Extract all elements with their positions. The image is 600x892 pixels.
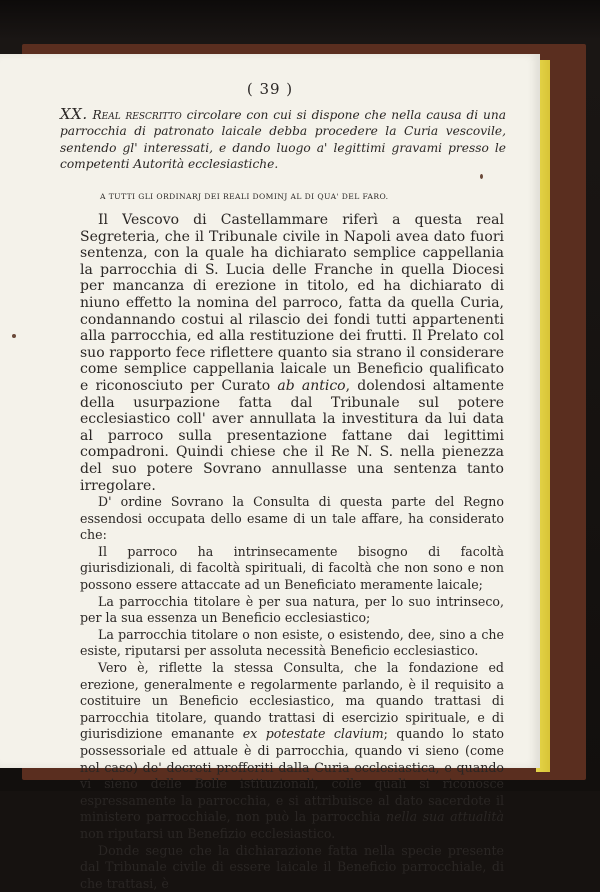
paragraph-2: D' ordine Sovrano la Consulta di questa parte del Regno essendosi occupata dello esame di un tale affare, ha considerato che: [80,494,504,543]
addressee-line: A TUTTI GLI ORDINARJ DEI REALI DOMINJ AL DI QUA' DEL FARO. [100,192,389,201]
paragraph-7: Donde segue che la dichiarazione fatta nella specie presente dal Tribunale civile di essere laicale il Beneficio parrocchiale, di che trattasi, è [80,842,504,891]
section-title [60,106,506,172]
paragraph-6: Vero è, riflette la stessa Consulta, che la fondazione ed erezione, generalmente e regolarmente parlando, è il requisito a costituire un Beneficio ecclesiastico, ma quando trattasi di parrocchia titolare, quando trattasi di esercizio spirituale, e di giurisdizione emanante ex potestate clavium; quando lo stato possessoriale ed attuale è di parrocchia, quando vi sieno (come nel caso) de' decreti profferiti dalla Curia ecclesiastica, e quando vi sieno delle Bolle istituzionali, colle quali si riconosce espressamente la parrocchia, e si attribuisce al dato sacerdote il ministero parrocchiale, non può la parrocchia nella sua attualità non riputarsi un Benefizio ecclesiastico. [80,660,504,841]
paragraph-5: La parrocchia titolare o non esiste, o esistendo, dee, sino a che esiste, riputarsi per assoluta necessità Beneficio ecclesiastico. [80,626,504,659]
paragraph-3: Il parroco ha intrinsecamente bisogno di facoltà giurisdizionali, di facoltà spirituali, di facoltà che non sono e non possono essere attaccate ad un Beneficiato meramente laicale; [80,543,504,593]
paragraph-4: La parrocchia titolare è per sua natura, per lo suo intrinseco, per la sua essenza un Beneficio ecclesiastico; [80,593,504,626]
section-title-caps: Real rescritto [92,108,182,122]
paragraph-1: Il Vescovo di Castellammare riferì a questa real Segreteria, che il Tribunale civile in Napoli avea dato fuori sentenza, con la quale ha dichiarato semplice cappellania la parrocchia di S. Lucia delle Franche in quella Diocesi per mancanza di erezione in titolo, ed ha dichiarato di niuno effetto la nomina del parroco, fatta da quella Curia, condannando costui al rilascio dei fondi tutti appartenenti alla parrocchia, ed alla restituzione dei frutti. Il Prelato col suo rapporto fece riflettere quanto sia strano il considerare come semplice cappellania laicale un Beneficio qualificato e riconosciuto per Curato ab antico, dolendosi altamente della usurpazione fatta dal Tribunale sul potere ecclesiastico coll' aver annullata la investitura da lui data al parroco sulla presentazione fattane dai legittimi compadroni. Quindi chiese che il Re N. S. nella pienezza del suo potere Sovrano annullasse una sentenza tanto irregolare. [80,212,505,494]
book-page [0,54,540,891]
section-number: XX. [60,105,88,123]
body-text [80,212,504,892]
ink-spot [12,334,16,338]
ink-spot [480,174,483,179]
page-number: ( 39 ) [246,80,294,98]
section-title-text: circolare con cui si dispone che nella causa di una parrocchia di patronato laicale debba procedere la Curia vescovile, sentendo gl' interessati, e dando luogo a' legittimi gravami presso le competenti Autorità ecclesiastiche. [60,108,506,171]
